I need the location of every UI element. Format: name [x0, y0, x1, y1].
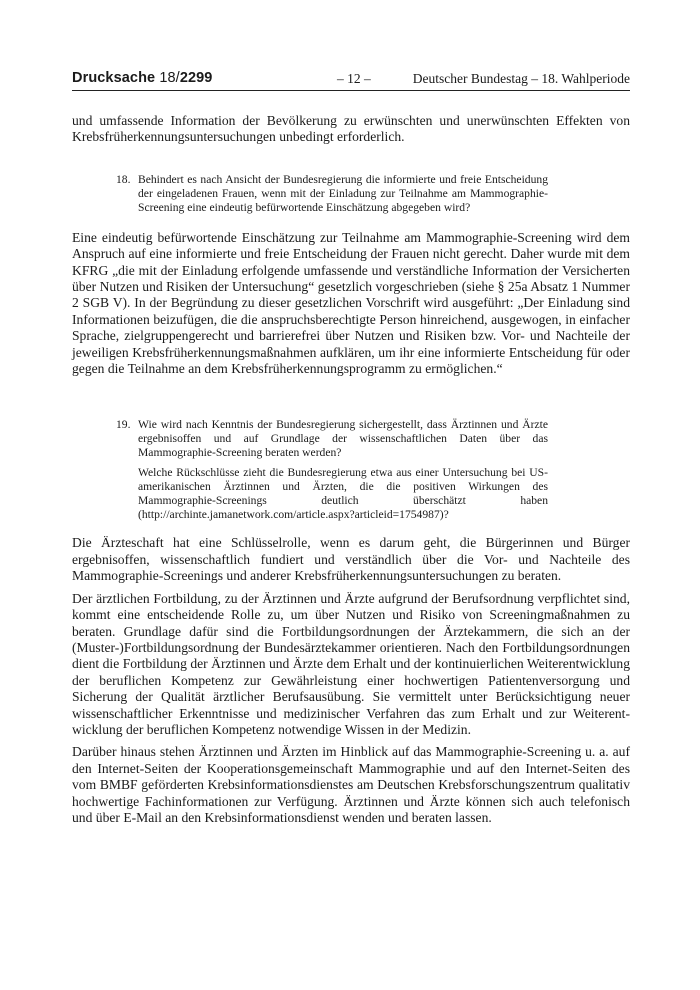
question-19	[72, 418, 548, 522]
question-18	[72, 173, 548, 215]
publisher: Deutscher Bundestag – 18. Wahlperiode	[412, 71, 630, 86]
drucksache-number: 2299	[179, 70, 213, 86]
answer-18-paragraph: Eine eindeutig befürwortende Einschätzung zur Teilnahme am Mammographie-Screening wird dem Anspruch auf eine informierte und freie Entscheidung der Frauen nicht gerecht. Daher wurde mit dem KFRG „die mit der Einladung erfolgende umfassende und verständliche Information der Versicherten über Nutzen und Risiken der Untersuchung“ gesetzlich vorgeschrieben (siehe § 25a Absatz 1 Nummer 2 SGB V). In der Begründung zu dieser gesetzlichen Vorschrift wird ausgeführt: „Der Einladung sind Informationen beizufügen, die die anspruchsberechtigte Person hinreichend, ausgewogen, in einfacher Sprache, zielgruppengerecht und barrierefrei über Nutzen und Risiken bzw. Vor- und Nachteile der jeweiligen Krebsfrüherkennungsmaßnahmen aufklären, um ihr eine informierte Entscheidung für oder gegen die Teilnahme an dem Krebsfrüherkennungsprogramm zu ermöglichen.“	[72, 229, 630, 377]
question-19-number: 19.	[116, 418, 131, 432]
drucksache-series: 18/	[155, 70, 180, 86]
answer-19-paragraph-3: Darüber hinaus stehen Ärztinnen und Ärzten im Hinblick auf das Mammographie-Screening u. a. auf den Internet-Seiten der Kooperationsgemeinschaft Mammographie und auf den Internet-Seiten des vom BMBF geförderten Krebsinformationsdienstes am Deutschen Krebsforschungszentrum qualitativ hochwertige Fachinformationen zur Verfügung. Ärztinnen und Ärzte können sich auch telefonisch und über E-Mail an den Krebsinformationsdienst wenden und beraten lassen.	[72, 744, 630, 825]
question-19-text: Wie wird nach Kenntnis der Bundesregierung sichergestellt, dass Ärztinnen und Ärzte ergebnisoffen und auf Grundlage der wissenschaftlichen Daten über das Mammographie-Screening beraten werden?	[138, 418, 548, 460]
question-18-number: 18.	[116, 172, 131, 186]
page-body	[72, 113, 630, 826]
page-number: – 12 –	[337, 71, 371, 86]
question-19-followup: Welche Rückschlüsse zieht die Bundesregierung etwa aus einer Untersuchung bei US-amerikanischen Ärztinnen und Ärzten, die die positiven Wirkungen des Mammographie-Screenings deutlich überschätzt haben (http://archinte.jamanetwork.com/article.aspx?articleid=1754987)?	[138, 466, 548, 522]
answer-19-paragraph-1: Die Ärzteschaft hat eine Schlüsselrolle, wenn es darum geht, die Bürgerinnen und Bürger ergebnisoffen, wissenschaftlich fundiert und verständlich über die Vor- und Nachteile des Mammographie-Screenings und anderer Krebsfrüherkennungsuntersuchungen zu beraten.	[72, 535, 630, 584]
page-header	[72, 68, 630, 91]
intro-paragraph: und umfassende Information der Bevölkerung zu erwünschten und unerwünschten Effekten von Krebsfrüherkennungsuntersuchungen unbedingt erforderlich.	[72, 113, 630, 145]
drucksache-label: Drucksache	[72, 70, 156, 86]
drucksache-id	[72, 70, 212, 86]
question-18-text: Behindert es nach Ansicht der Bundesregierung die informierte und freie Entscheidung der eingeladenen Frauen, wenn mit der Einladung zur Teilnahme am Mammographie-Screening eine eindeutig befürwortende Einschätzung abgegeben wird?	[138, 172, 548, 214]
answer-19-paragraph-2: Der ärztlichen Fortbildung, zu der Ärztinnen und Ärzte aufgrund der Berufsordnung verpflichtet sind, kommt eine entscheidende Rolle zu, um über Nutzen und Risiko von Screeningmaßnahmen zu beraten. Grundlage dafür sind die Fortbildungsordnungen der Ärztekammern, die sich an der (Muster-)Fortbildungsordnung der Bundesärztekammer orientieren. Nach den Fortbildungsordnungen dient die Fortbildung der Ärztinnen und Ärzte dem Erhalt und der kontinuierlichen Weiterentwicklung der beruflichen Kompetenz zur Gewährleistung einer hochwertigen Patientenversorgung und Sicherung der Qualität ärztlicher Berufsausübung. Sie vermittelt unter Berücksichtigung neuer wissenschaftlicher Erkenntnisse und medizinischer Verfahren das zum Erhalt und zur Weiterentwicklung der beruflichen Kompetenz notwendige Wissen in der Medizin.	[72, 590, 630, 737]
